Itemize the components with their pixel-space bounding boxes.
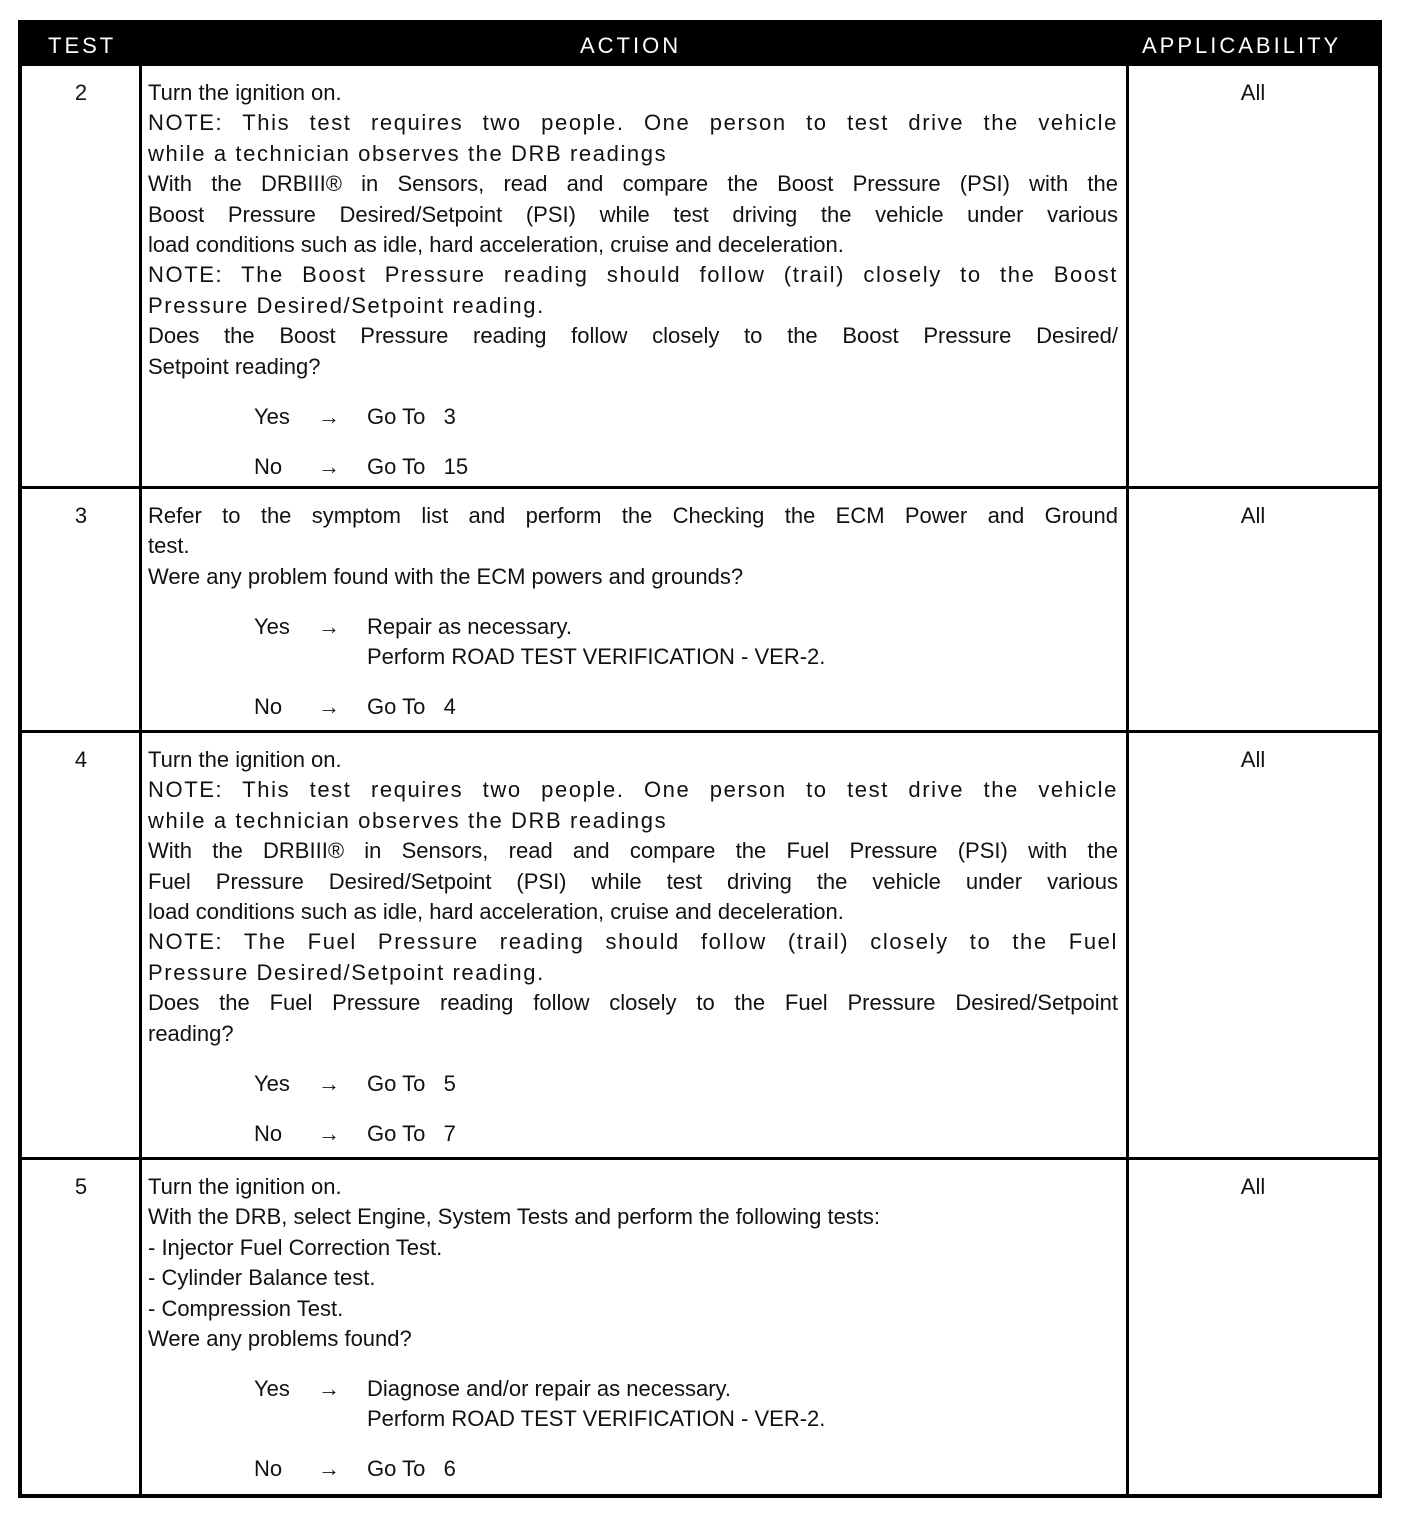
action-cell: [148, 745, 1118, 1149]
result-text: Go To 15: [367, 453, 469, 479]
header-action: ACTION: [580, 33, 682, 58]
action-line: With the DRBIII® in Sensors, read and compare the Fuel Pressure (PSI) with the: [148, 838, 1118, 864]
result-key: Yes: [254, 1070, 290, 1096]
action-line: Pressure Desired/Setpoint reading.: [148, 292, 545, 318]
test-number: 5: [74, 1174, 88, 1199]
action-line: - Injector Fuel Correction Test.: [148, 1234, 443, 1260]
result-text: Go To 3: [367, 403, 456, 429]
action-line: Setpoint reading?: [148, 353, 321, 379]
action-line: Does the Fuel Pressure reading follow closely to the Fuel Pressure Desired/Setpoint: [148, 990, 1118, 1016]
table-header: [22, 24, 1378, 66]
result-text: Go To 4: [367, 694, 456, 720]
applicability-value: All: [1240, 747, 1266, 772]
result-text-2: Perform ROAD TEST VERIFICATION - VER-2.: [367, 1406, 826, 1432]
action-line: Turn the ignition on.: [148, 1174, 342, 1199]
result-key: No: [254, 694, 283, 720]
action-line: while a technician observes the DRB readings: [148, 807, 668, 833]
procedure-table: [18, 20, 1382, 1498]
test-number: 3: [74, 503, 88, 528]
action-line: - Cylinder Balance test.: [148, 1265, 376, 1291]
action-line: Refer to the symptom list and perform the Checking the ECM Power and Ground: [148, 503, 1118, 528]
result-no: [148, 1454, 1118, 1484]
action-line: Pressure Desired/Setpoint reading.: [148, 959, 545, 985]
action-line: Does the Boost Pressure reading follow closely to the Boost Pressure Desired/: [148, 323, 1118, 349]
result-key: No: [254, 1456, 283, 1482]
arrow-icon: →: [318, 694, 340, 720]
result-no: [148, 1119, 1118, 1149]
header-test: TEST: [48, 33, 117, 58]
action-line: - Compression Test.: [148, 1295, 344, 1321]
test-number: 2: [74, 80, 88, 105]
table-row: [22, 1160, 1378, 1498]
action-line: reading?: [148, 1020, 234, 1046]
result-no: [148, 692, 1118, 722]
action-line: load conditions such as idle, hard acceleration, cruise and deceleration.: [148, 899, 844, 925]
header-applicability: APPLICABILITY: [1142, 33, 1342, 58]
arrow-icon: →: [318, 1120, 340, 1146]
result-yes: [148, 1374, 1118, 1435]
action-line: NOTE: This test requires two people. One person to test drive the vehicle: [148, 777, 1118, 803]
action-line: Were any problem found with the ECM powers and grounds?: [148, 563, 744, 589]
result-text-2: Perform ROAD TEST VERIFICATION - VER-2.: [367, 644, 826, 670]
applicability-value: All: [1240, 503, 1266, 528]
arrow-icon: →: [318, 613, 340, 639]
result-no: [148, 452, 1118, 482]
result-text: Go To 7: [367, 1120, 456, 1146]
result-yes: [148, 402, 1118, 432]
action-line: Were any problems found?: [148, 1326, 412, 1352]
applicability-value: All: [1240, 1174, 1266, 1199]
action-line: Turn the ignition on.: [148, 80, 342, 105]
action-line: With the DRB, select Engine, System Tests and perform the following tests:: [148, 1204, 881, 1230]
arrow-icon: →: [318, 1070, 340, 1096]
result-text: Go To 6: [367, 1456, 456, 1482]
arrow-icon: →: [318, 403, 340, 429]
action-cell: [148, 78, 1118, 482]
table-row: [22, 66, 1378, 486]
table-row: [22, 489, 1378, 730]
result-key: Yes: [254, 1376, 290, 1402]
action-cell: [148, 1172, 1118, 1485]
result-yes: [148, 1069, 1118, 1099]
action-line: With the DRBIII® in Sensors, read and compare the Boost Pressure (PSI) with the: [148, 171, 1118, 197]
action-line: Turn the ignition on.: [148, 747, 342, 772]
action-line: load conditions such as idle, hard acceleration, cruise and deceleration.: [148, 232, 844, 258]
result-key: Yes: [254, 403, 290, 429]
action-line: test.: [148, 533, 190, 559]
test-number: 4: [74, 747, 88, 772]
action-line: while a technician observes the DRB readings: [148, 140, 668, 166]
result-key: No: [254, 1120, 283, 1146]
table-row: [22, 733, 1378, 1157]
action-line: NOTE: This test requires two people. One person to test drive the vehicle: [148, 110, 1118, 136]
arrow-icon: →: [318, 1376, 340, 1402]
action-line: NOTE: The Boost Pressure reading should follow (trail) closely to the Boost: [148, 262, 1118, 288]
result-text: Diagnose and/or repair as necessary.: [367, 1376, 732, 1402]
arrow-icon: →: [318, 453, 340, 479]
action-line: NOTE: The Fuel Pressure reading should follow (trail) closely to the Fuel: [148, 929, 1118, 955]
action-line: Fuel Pressure Desired/Setpoint (PSI) while test driving the vehicle under various: [148, 868, 1118, 894]
result-yes: [148, 612, 1118, 673]
applicability-value: All: [1240, 80, 1266, 105]
result-key: No: [254, 453, 283, 479]
result-text: Go To 5: [367, 1070, 456, 1096]
result-key: Yes: [254, 613, 290, 639]
action-cell: [148, 501, 1118, 723]
action-line: Boost Pressure Desired/Setpoint (PSI) while test driving the vehicle under various: [148, 201, 1118, 227]
arrow-icon: →: [318, 1456, 340, 1482]
result-text: Repair as necessary.: [367, 613, 573, 639]
